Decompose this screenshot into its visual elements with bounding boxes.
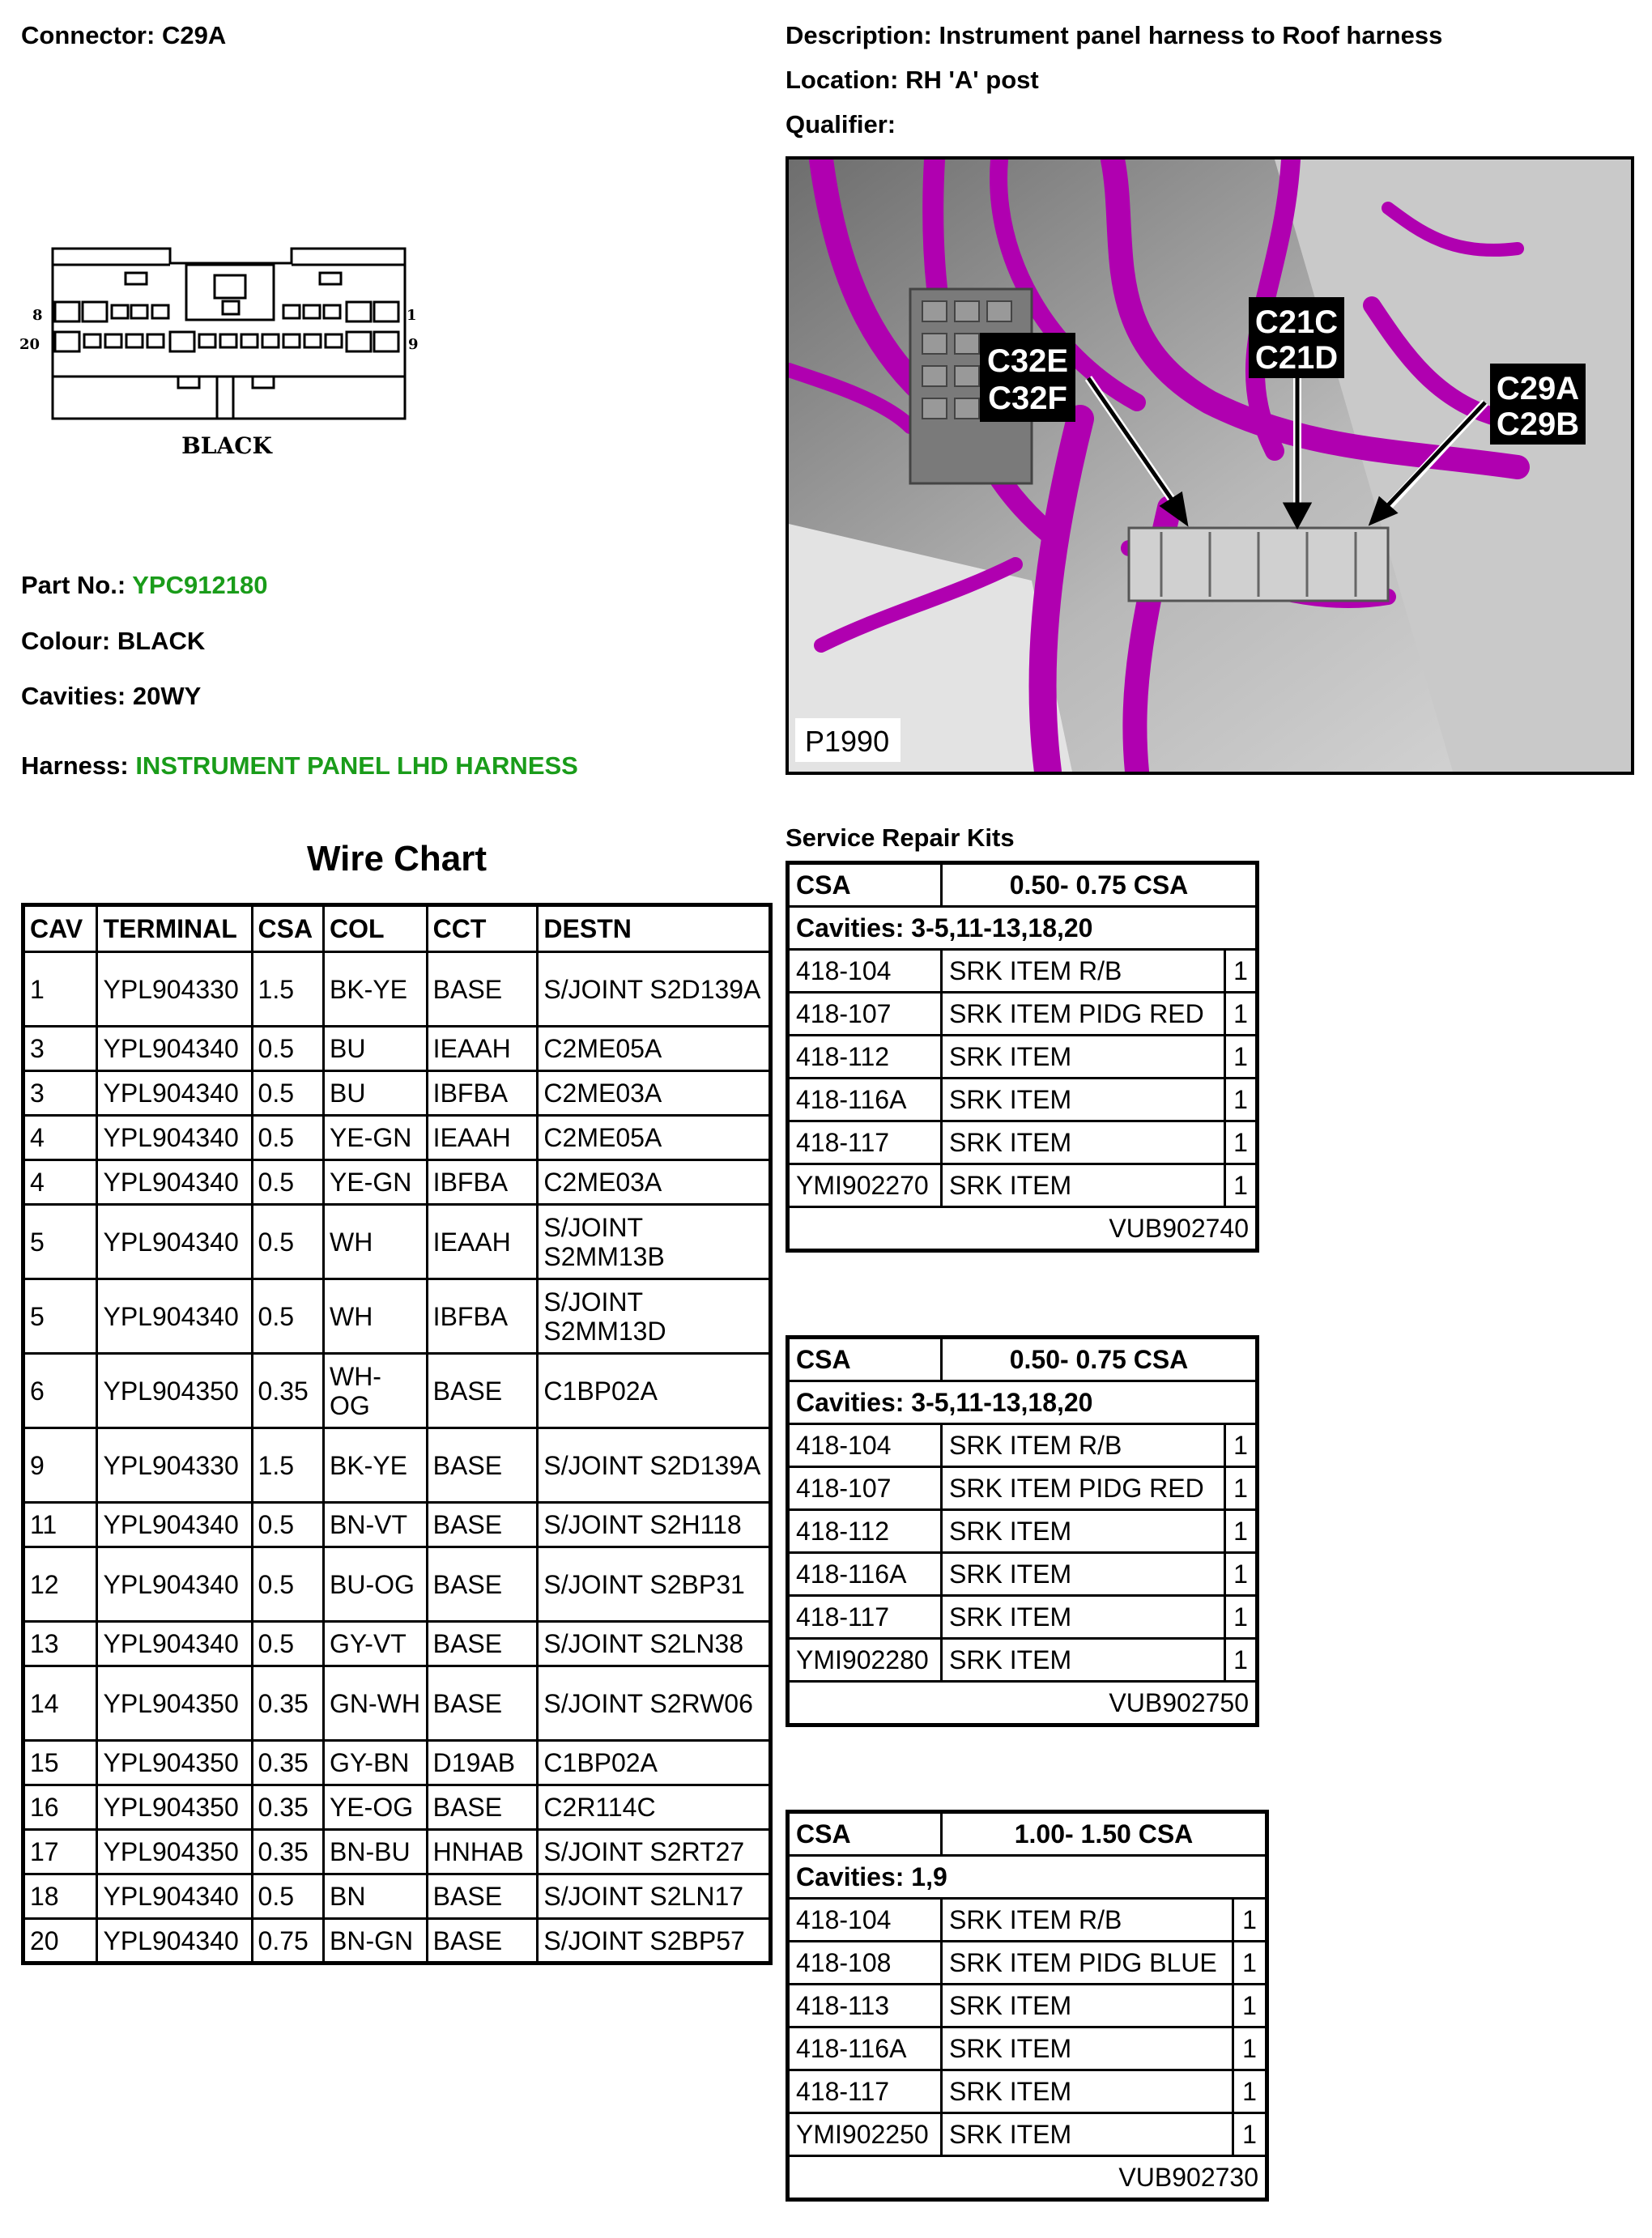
table-row <box>788 1510 1258 1553</box>
cell-csa: 0.5 <box>252 1547 323 1622</box>
cell-col: GN-WH <box>323 1666 427 1741</box>
description-value: Instrument panel harness to Roof harness <box>939 21 1443 49</box>
table-row <box>23 1279 771 1354</box>
column-header-cct: CCT <box>427 905 538 952</box>
pin-label-right-top: 1 <box>407 307 417 324</box>
cell-destn: S/JOINT S2MM13D <box>538 1279 771 1354</box>
harness-line <box>21 751 578 781</box>
kit-item-desc: SRK ITEM PIDG RED <box>942 1467 1225 1510</box>
connector-label: Connector: <box>21 21 155 49</box>
cavity-row-bottom <box>55 332 398 351</box>
column-header-cav: CAV <box>23 905 97 952</box>
kit-csa-value: 0.50- 0.75 CSA <box>942 1338 1258 1381</box>
cavity-row-top <box>55 302 398 321</box>
description-label: Description: <box>786 21 932 49</box>
cell-csa: 0.35 <box>252 1666 323 1741</box>
kit-item-part: 418-113 <box>788 1985 942 2027</box>
table-row <box>23 1354 771 1428</box>
cell-cav: 18 <box>23 1874 97 1919</box>
kit-item-part: YMI902280 <box>788 1639 942 1682</box>
kit-item-part: 418-104 <box>788 950 942 993</box>
cell-cav: 3 <box>23 1071 97 1116</box>
cell-csa: 0.5 <box>252 1503 323 1547</box>
location-illustration <box>789 160 1631 772</box>
cell-terminal: YPL904340 <box>97 1503 252 1547</box>
kit-item-part: 418-116A <box>788 1553 942 1596</box>
cell-terminal: YPL904350 <box>97 1666 252 1741</box>
cell-cct: BASE <box>427 1666 538 1741</box>
kit-item-qty: 1 <box>1225 1553 1258 1596</box>
cell-destn: C2R114C <box>538 1785 771 1830</box>
table-row <box>788 993 1258 1036</box>
kit-item-part: 418-117 <box>788 2070 942 2113</box>
kit-item-qty: 1 <box>1233 1985 1267 2027</box>
table-row <box>23 1874 771 1919</box>
wire-chart-header-row <box>23 905 771 952</box>
cell-cav: 3 <box>23 1027 97 1071</box>
cell-cav: 17 <box>23 1830 97 1874</box>
table-row <box>788 1079 1258 1121</box>
cell-csa: 0.35 <box>252 1785 323 1830</box>
kit-item-qty: 1 <box>1225 993 1258 1036</box>
table-row <box>788 1036 1258 1079</box>
cell-csa: 1.5 <box>252 1428 323 1503</box>
cell-cav: 15 <box>23 1741 97 1785</box>
cell-terminal: YPL904350 <box>97 1785 252 1830</box>
harness-value[interactable]: INSTRUMENT PANEL LHD HARNESS <box>135 751 578 780</box>
cell-destn: S/JOINT S2D139A <box>538 1428 771 1503</box>
kit-csa-label: CSA <box>788 1338 942 1381</box>
cell-col: GY-BN <box>323 1741 427 1785</box>
kit-item-part: 418-112 <box>788 1036 942 1079</box>
kit-item-desc: SRK ITEM <box>942 1639 1225 1682</box>
cell-terminal: YPL904340 <box>97 1874 252 1919</box>
table-row <box>788 1639 1258 1682</box>
cell-csa: 0.5 <box>252 1205 323 1279</box>
cell-cct: BASE <box>427 1919 538 1964</box>
cell-cav: 4 <box>23 1116 97 1160</box>
callout-c21c: C21C <box>1254 304 1339 340</box>
kit-item-part: 418-112 <box>788 1510 942 1553</box>
table-row <box>23 1503 771 1547</box>
cell-col: YE-GN <box>323 1160 427 1205</box>
callout-c29b: C29B <box>1496 406 1580 442</box>
table-row <box>23 1919 771 1964</box>
cell-cct: BASE <box>427 1428 538 1503</box>
cell-col: YE-OG <box>323 1785 427 1830</box>
cell-cav: 5 <box>23 1279 97 1354</box>
table-row <box>23 1666 771 1741</box>
cavities-line <box>21 682 201 711</box>
column-header-col: COL <box>323 905 427 952</box>
kit-cavities: Cavities: 3-5,11-13,18,20 <box>788 907 1258 950</box>
photo-code: P1990 <box>805 725 890 758</box>
kit-item-qty: 1 <box>1225 1036 1258 1079</box>
cell-terminal: YPL904350 <box>97 1830 252 1874</box>
cell-col: BK-YE <box>323 952 427 1027</box>
cell-cct: IEAAH <box>427 1116 538 1160</box>
cell-col: GY-VT <box>323 1622 427 1666</box>
cell-col: WH-OG <box>323 1354 427 1428</box>
kit-item-qty: 1 <box>1225 950 1258 993</box>
cell-cct: BASE <box>427 952 538 1027</box>
cell-destn: C2ME03A <box>538 1160 771 1205</box>
kit-item-part: 418-104 <box>788 1424 942 1467</box>
cell-cct: D19AB <box>427 1741 538 1785</box>
table-row <box>23 1741 771 1785</box>
kit-item-qty: 1 <box>1233 2113 1267 2156</box>
kit-item-qty: 1 <box>1225 1467 1258 1510</box>
cell-csa: 0.75 <box>252 1919 323 1964</box>
table-row <box>788 2027 1267 2070</box>
part-no-label: Part No.: <box>21 571 126 599</box>
kit-item-part: YMI902270 <box>788 1164 942 1207</box>
kit-item-desc: SRK ITEM <box>942 1985 1233 2027</box>
table-row <box>788 950 1258 993</box>
cell-cav: 5 <box>23 1205 97 1279</box>
diagram-colour-label: BLACK <box>181 432 272 459</box>
cell-destn: S/JOINT S2BP57 <box>538 1919 771 1964</box>
description-line <box>786 21 1442 50</box>
cell-col: BU <box>323 1027 427 1071</box>
cell-cct: BASE <box>427 1354 538 1428</box>
cell-csa: 0.35 <box>252 1354 323 1428</box>
cell-col: BU <box>323 1071 427 1116</box>
kit-item-desc: SRK ITEM <box>942 1510 1225 1553</box>
table-row <box>788 2070 1267 2113</box>
cell-destn: S/JOINT S2RT27 <box>538 1830 771 1874</box>
wire-chart-body <box>23 952 771 1964</box>
connector-face-diagram <box>16 239 437 466</box>
table-row <box>23 1116 771 1160</box>
cell-cav: 12 <box>23 1547 97 1622</box>
cell-col: BN-VT <box>323 1503 427 1547</box>
kit-item-desc: SRK ITEM <box>942 1596 1225 1639</box>
cell-cav: 4 <box>23 1160 97 1205</box>
cell-csa: 0.5 <box>252 1622 323 1666</box>
table-row <box>23 952 771 1027</box>
table-row <box>23 1205 771 1279</box>
table-row <box>23 1785 771 1830</box>
harness-label: Harness: <box>21 751 129 780</box>
cell-destn: S/JOINT S2D139A <box>538 952 771 1027</box>
cell-col: BN-GN <box>323 1919 427 1964</box>
table-row <box>23 1830 771 1874</box>
table-row <box>23 1428 771 1503</box>
cell-destn: C1BP02A <box>538 1741 771 1785</box>
qualifier-label: Qualifier: <box>786 110 896 138</box>
kit-item-qty: 1 <box>1233 1942 1267 1985</box>
callout-c29a: C29A <box>1496 371 1580 406</box>
kit-item-qty: 1 <box>1225 1079 1258 1121</box>
cell-destn: S/JOINT S2BP31 <box>538 1547 771 1622</box>
cell-cct: IBFBA <box>427 1071 538 1116</box>
cell-destn: C1BP02A <box>538 1354 771 1428</box>
cell-csa: 0.5 <box>252 1160 323 1205</box>
cell-col: BN-BU <box>323 1830 427 1874</box>
cell-terminal: YPL904340 <box>97 1279 252 1354</box>
cell-terminal: YPL904340 <box>97 1205 252 1279</box>
kit-item-desc: SRK ITEM R/B <box>942 1899 1233 1942</box>
cell-cav: 16 <box>23 1785 97 1830</box>
service-repair-kits-title: Service Repair Kits <box>786 823 1015 852</box>
kit-cavities: Cavities: 1,9 <box>788 1856 1267 1899</box>
cell-cav: 13 <box>23 1622 97 1666</box>
kit-item-desc: SRK ITEM <box>942 1079 1225 1121</box>
callout-c21d: C21D <box>1254 340 1339 376</box>
location-label: Location: <box>786 66 899 94</box>
table-row <box>788 1985 1267 2027</box>
kit-item-desc: SRK ITEM <box>942 1036 1225 1079</box>
kit-item-desc: SRK ITEM <box>942 1164 1225 1207</box>
cell-cct: IBFBA <box>427 1160 538 1205</box>
cell-csa: 0.35 <box>252 1741 323 1785</box>
cell-csa: 0.5 <box>252 1027 323 1071</box>
kit-csa-value: 1.00- 1.50 CSA <box>942 1812 1267 1856</box>
cavities-label: Cavities: <box>21 682 126 710</box>
cell-col: YE-GN <box>323 1116 427 1160</box>
table-row <box>788 1553 1258 1596</box>
table-row <box>23 1547 771 1622</box>
table-row <box>788 1164 1258 1207</box>
kit-item-qty: 1 <box>1225 1164 1258 1207</box>
kit-item-desc: SRK ITEM PIDG RED <box>942 993 1225 1036</box>
wire-chart-table <box>21 903 773 1965</box>
cell-terminal: YPL904340 <box>97 1547 252 1622</box>
kit-item-part: 418-108 <box>788 1942 942 1985</box>
cell-cav: 11 <box>23 1503 97 1547</box>
cell-cav: 20 <box>23 1919 97 1964</box>
cell-csa: 0.35 <box>252 1830 323 1874</box>
cell-terminal: YPL904350 <box>97 1354 252 1428</box>
kit-item-part: 418-107 <box>788 993 942 1036</box>
cell-cav: 9 <box>23 1428 97 1503</box>
location-photo <box>786 156 1634 775</box>
connector-line <box>21 21 226 50</box>
kit-item-qty: 1 <box>1233 2070 1267 2113</box>
cell-terminal: YPL904340 <box>97 1116 252 1160</box>
cell-destn: C2ME05A <box>538 1116 771 1160</box>
cavities-value: 20WY <box>132 682 202 710</box>
cell-cct: BASE <box>427 1503 538 1547</box>
cell-csa: 1.5 <box>252 952 323 1027</box>
kit-item-qty: 1 <box>1225 1639 1258 1682</box>
location-value: RH 'A' post <box>905 66 1039 94</box>
cell-col: WH <box>323 1205 427 1279</box>
kit-number: VUB902730 <box>788 2156 1267 2200</box>
kit-item-desc: SRK ITEM <box>942 2070 1233 2113</box>
cell-destn: S/JOINT S2H118 <box>538 1503 771 1547</box>
kit-item-qty: 1 <box>1225 1510 1258 1553</box>
cell-cct: BASE <box>427 1785 538 1830</box>
kit-item-desc: SRK ITEM R/B <box>942 1424 1225 1467</box>
cell-destn: S/JOINT S2RW06 <box>538 1666 771 1741</box>
kit-number: VUB902750 <box>788 1682 1258 1725</box>
cell-terminal: YPL904340 <box>97 1160 252 1205</box>
cell-terminal: YPL904340 <box>97 1919 252 1964</box>
kit-item-part: 418-116A <box>788 1079 942 1121</box>
cell-csa: 0.5 <box>252 1279 323 1354</box>
cell-terminal: YPL904350 <box>97 1741 252 1785</box>
pin-label-right-bottom: 9 <box>408 336 419 353</box>
kit-item-qty: 1 <box>1225 1121 1258 1164</box>
cell-terminal: YPL904330 <box>97 1428 252 1503</box>
kit-item-part: 418-107 <box>788 1467 942 1510</box>
kit-item-desc: SRK ITEM PIDG BLUE <box>942 1942 1233 1985</box>
cell-destn: C2ME05A <box>538 1027 771 1071</box>
kit-item-part: 418-117 <box>788 1596 942 1639</box>
pin-label-left-top: 8 <box>32 307 43 324</box>
connector-value: C29A <box>161 21 227 49</box>
table-row <box>788 1467 1258 1510</box>
kit-csa-label: CSA <box>788 1812 942 1856</box>
callout-c32e: C32E <box>986 343 1069 379</box>
kit-item-desc: SRK ITEM R/B <box>942 950 1225 993</box>
repair-kit-table <box>786 1335 1259 1727</box>
kit-item-part: 418-117 <box>788 1121 942 1164</box>
kit-item-part: YMI902250 <box>788 2113 942 2156</box>
cell-destn: S/JOINT S2LN38 <box>538 1622 771 1666</box>
kit-item-qty: 1 <box>1233 1899 1267 1942</box>
cell-col: BN <box>323 1874 427 1919</box>
cell-destn: C2ME03A <box>538 1071 771 1116</box>
repair-kit-table <box>786 861 1259 1253</box>
table-row <box>788 1596 1258 1639</box>
kit-item-desc: SRK ITEM <box>942 2027 1233 2070</box>
cell-cav: 6 <box>23 1354 97 1428</box>
table-row <box>788 2113 1267 2156</box>
callout-c32f: C32F <box>988 381 1067 416</box>
kit-item-desc: SRK ITEM <box>942 1121 1225 1164</box>
cell-cav: 14 <box>23 1666 97 1741</box>
cell-cct: HNHAB <box>427 1830 538 1874</box>
table-row <box>23 1622 771 1666</box>
cell-terminal: YPL904330 <box>97 952 252 1027</box>
kit-item-qty: 1 <box>1233 2027 1267 2070</box>
column-header-terminal: TERMINAL <box>97 905 252 952</box>
kit-item-qty: 1 <box>1225 1596 1258 1639</box>
table-row <box>788 1121 1258 1164</box>
cell-cct: IBFBA <box>427 1279 538 1354</box>
cell-cct: BASE <box>427 1622 538 1666</box>
cell-col: BU-OG <box>323 1547 427 1622</box>
cell-csa: 0.5 <box>252 1071 323 1116</box>
cell-destn: S/JOINT S2MM13B <box>538 1205 771 1279</box>
kit-item-part: 418-104 <box>788 1899 942 1942</box>
kit-item-desc: SRK ITEM <box>942 2113 1233 2156</box>
colour-value: BLACK <box>117 627 206 655</box>
cell-cct: IEAAH <box>427 1027 538 1071</box>
wire-chart-title: Wire Chart <box>306 839 488 879</box>
column-header-csa: CSA <box>252 905 323 952</box>
cell-cct: BASE <box>427 1874 538 1919</box>
colour-line <box>21 627 205 656</box>
part-no-line <box>21 571 267 600</box>
table-row <box>23 1160 771 1205</box>
column-header-destn: DESTN <box>538 905 771 952</box>
kit-item-part: 418-116A <box>788 2027 942 2070</box>
kit-item-desc: SRK ITEM <box>942 1553 1225 1596</box>
cell-col: WH <box>323 1279 427 1354</box>
pin-label-left-bottom: 20 <box>19 336 40 353</box>
location-line <box>786 66 1039 95</box>
cell-csa: 0.5 <box>252 1116 323 1160</box>
cell-terminal: YPL904340 <box>97 1071 252 1116</box>
cell-csa: 0.5 <box>252 1874 323 1919</box>
cell-cct: BASE <box>427 1547 538 1622</box>
cell-cct: IEAAH <box>427 1205 538 1279</box>
kit-number: VUB902740 <box>788 1207 1258 1251</box>
table-row <box>23 1027 771 1071</box>
cell-destn: S/JOINT S2LN17 <box>538 1874 771 1919</box>
kit-item-qty: 1 <box>1225 1424 1258 1467</box>
table-row <box>788 1899 1267 1942</box>
cell-col: BK-YE <box>323 1428 427 1503</box>
colour-label: Colour: <box>21 627 111 655</box>
table-row <box>788 1424 1258 1467</box>
table-row <box>23 1071 771 1116</box>
kit-csa-label: CSA <box>788 863 942 907</box>
cell-terminal: YPL904340 <box>97 1622 252 1666</box>
kit-csa-value: 0.50- 0.75 CSA <box>942 863 1258 907</box>
cell-terminal: YPL904340 <box>97 1027 252 1071</box>
part-no-value[interactable]: YPC912180 <box>132 571 268 599</box>
kit-cavities: Cavities: 3-5,11-13,18,20 <box>788 1381 1258 1424</box>
repair-kit-table <box>786 1810 1269 2202</box>
cell-cav: 1 <box>23 952 97 1027</box>
table-row <box>788 1942 1267 1985</box>
